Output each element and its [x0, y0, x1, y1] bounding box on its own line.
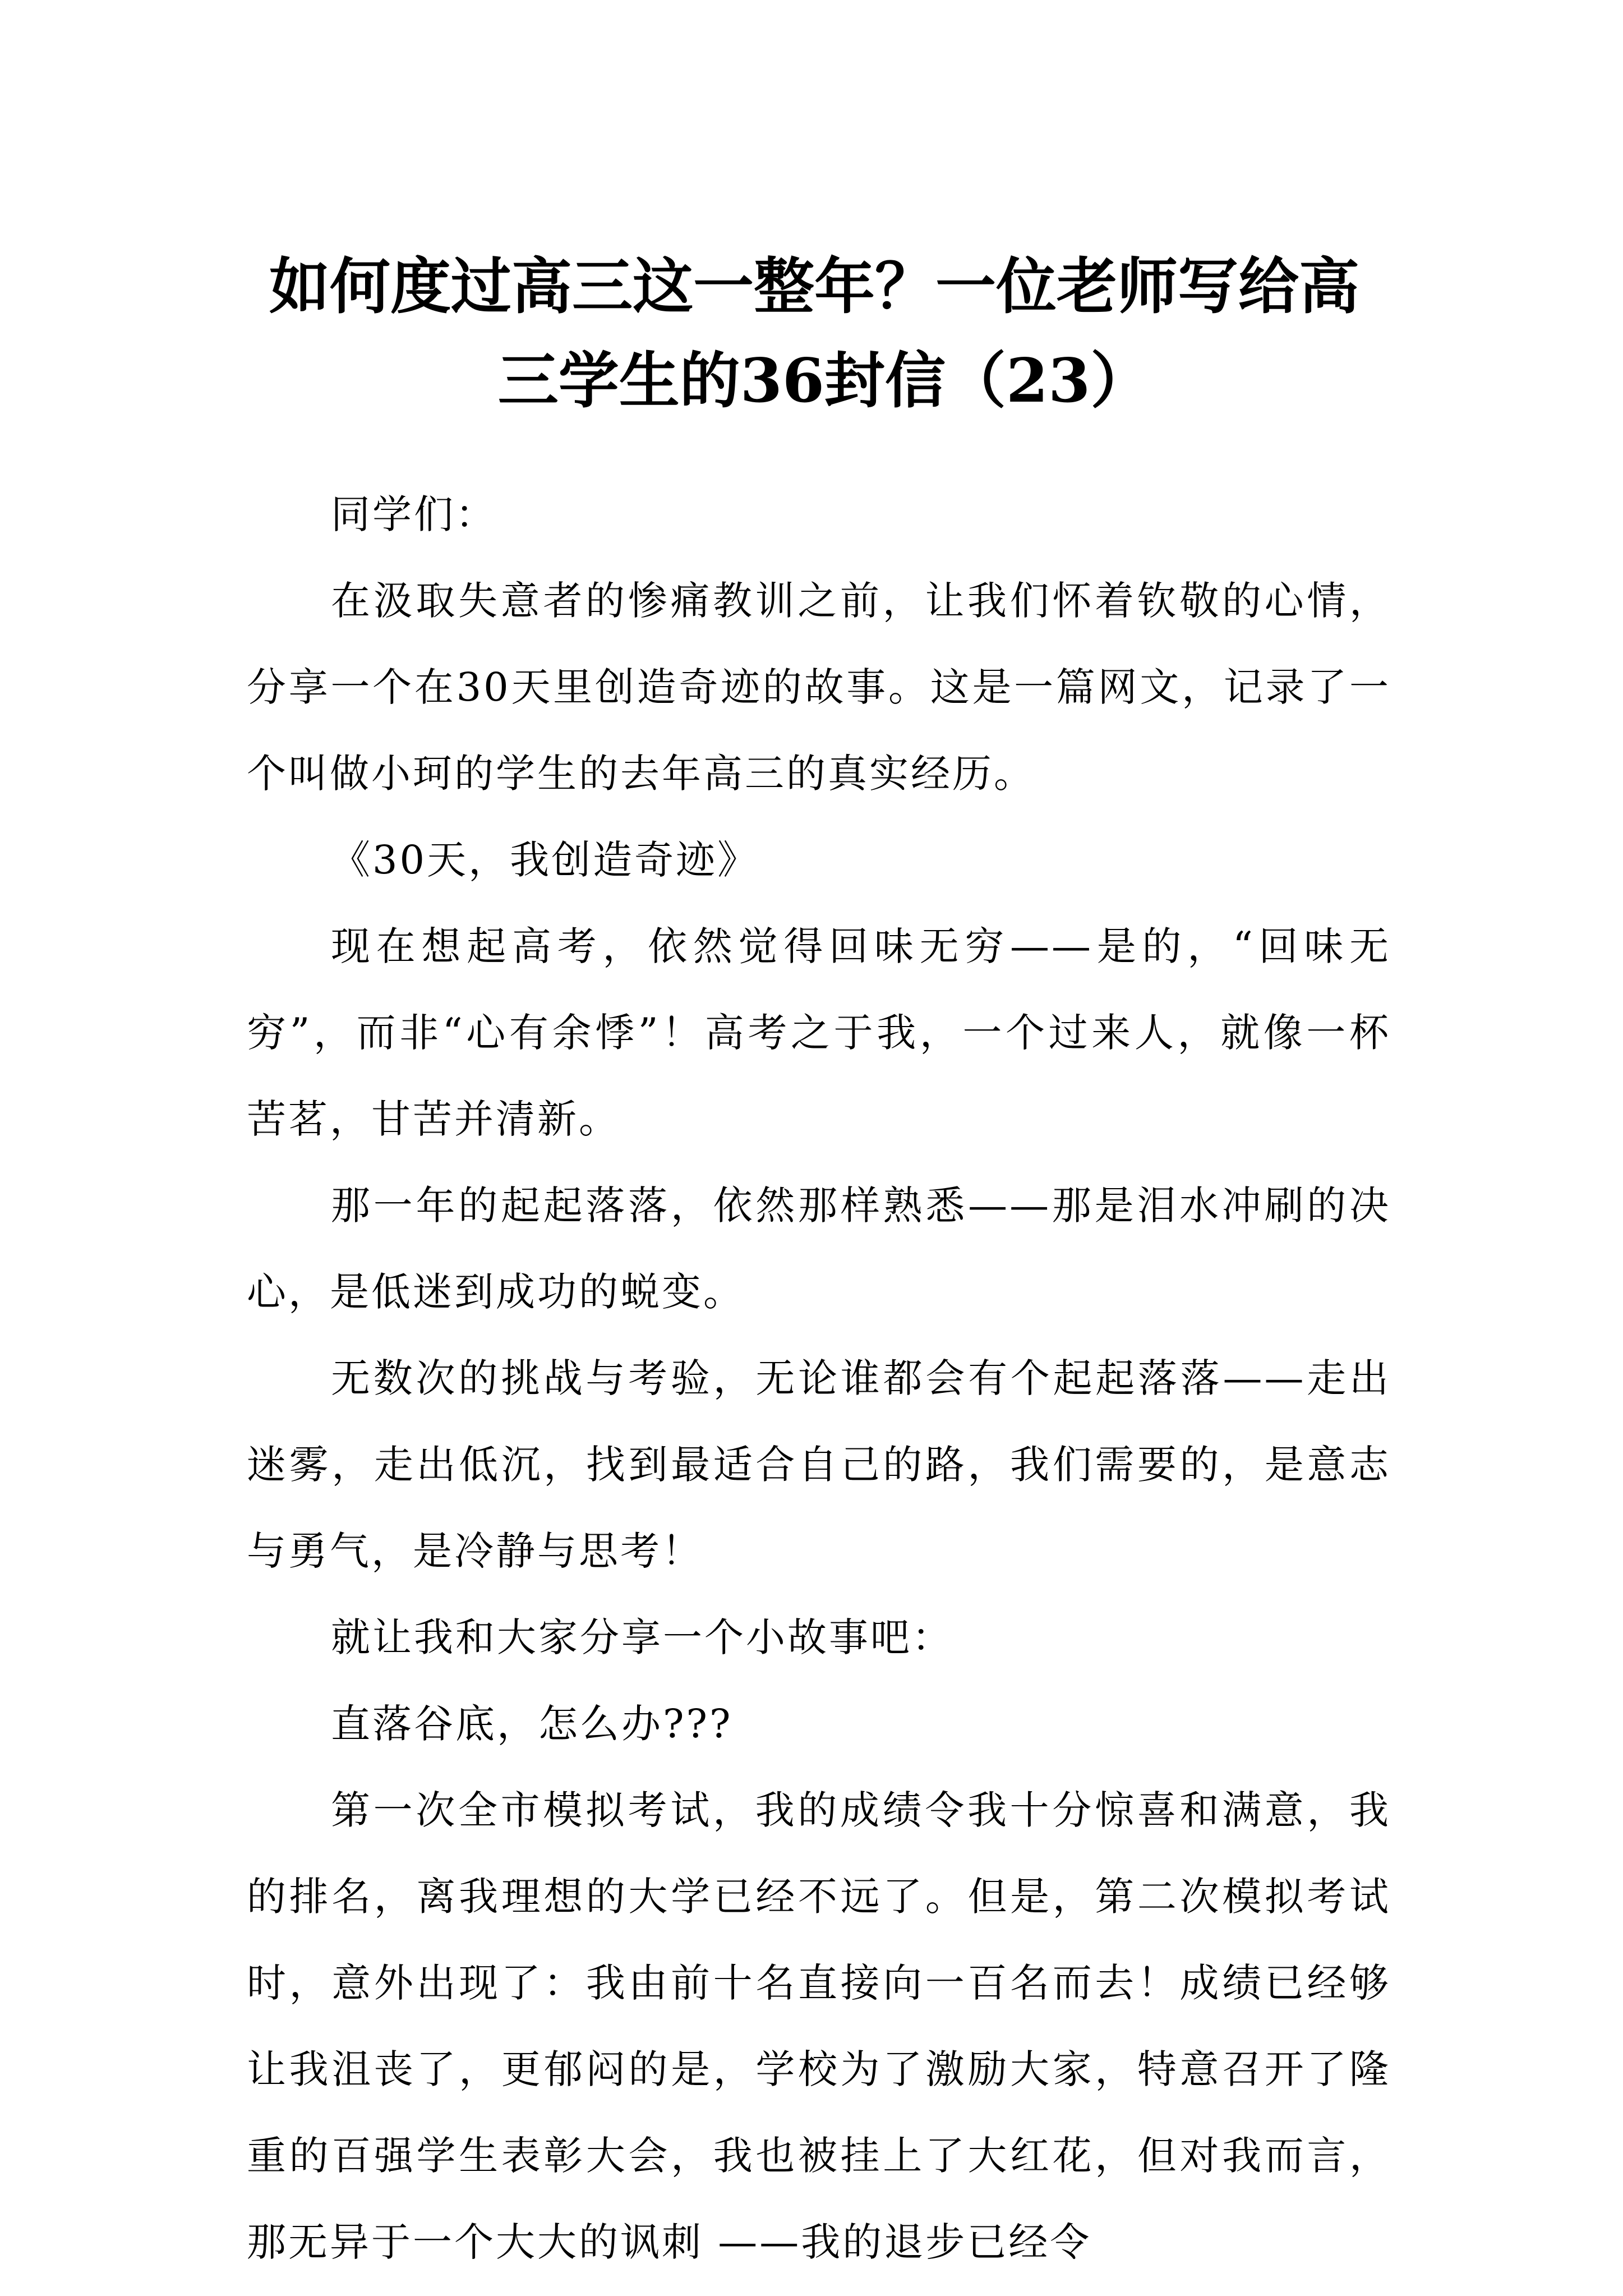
document-body	[247, 471, 1391, 2285]
paragraph: 在汲取失意者的惨痛教训之前，让我们怀着钦敬的心情，分享一个在30天里创造奇迹的故事。这是一篇网文，记录了一个叫做小珂的学生的去年高三的真实经历。	[247, 578, 1391, 797]
paragraph: 无数次的挑战与考验，无论谁都会有个起起落落——走出迷雾，走出低沉，找到最适合自己的路，我们需要的，是意志与勇气，是冷静与思考！	[247, 1355, 1391, 1574]
paragraph: 那一年的起起落落，依然那样熟悉——那是泪水冲刷的决心，是低迷到成功的蜕变。	[247, 1182, 1391, 1315]
paragraph-story-title: 《30天，我创造奇迹》	[331, 837, 759, 883]
paragraph: 第一次全市模拟考试，我的成绩令我十分惊喜和满意，我的排名，离我理想的大学已经不远了。但是，第二次模拟考试时，意外出现了：我由前十名直接向一百名而去！成绩已经够让我沮丧了，更郁闷的是，学校为了激励大家，特意召开了隆重的百强学生表彰大会，我也被挂上了大红花，但对我而言，那无异于一个大大的讽刺 ——我的退步已经令	[247, 1787, 1391, 2265]
paragraph-salutation: 同学们：	[331, 491, 497, 537]
title-line-2: 三学生的36封信（23）	[497, 346, 1151, 417]
document-title	[247, 240, 1402, 428]
paragraph: 现在想起高考，依然觉得回味无穷——是的，“回味无穷”，而非“心有余悸”！高考之于我，一个过来人，就像一杯苦茗，甘苦并清新。	[247, 923, 1391, 1142]
title-line-1: 如何度过高三这一整年？一位老师写给高	[269, 251, 1360, 323]
paragraph: 就让我和大家分享一个小故事吧：	[331, 1614, 953, 1660]
paragraph-subheading: 直落谷底，怎么办???	[331, 1701, 733, 1747]
